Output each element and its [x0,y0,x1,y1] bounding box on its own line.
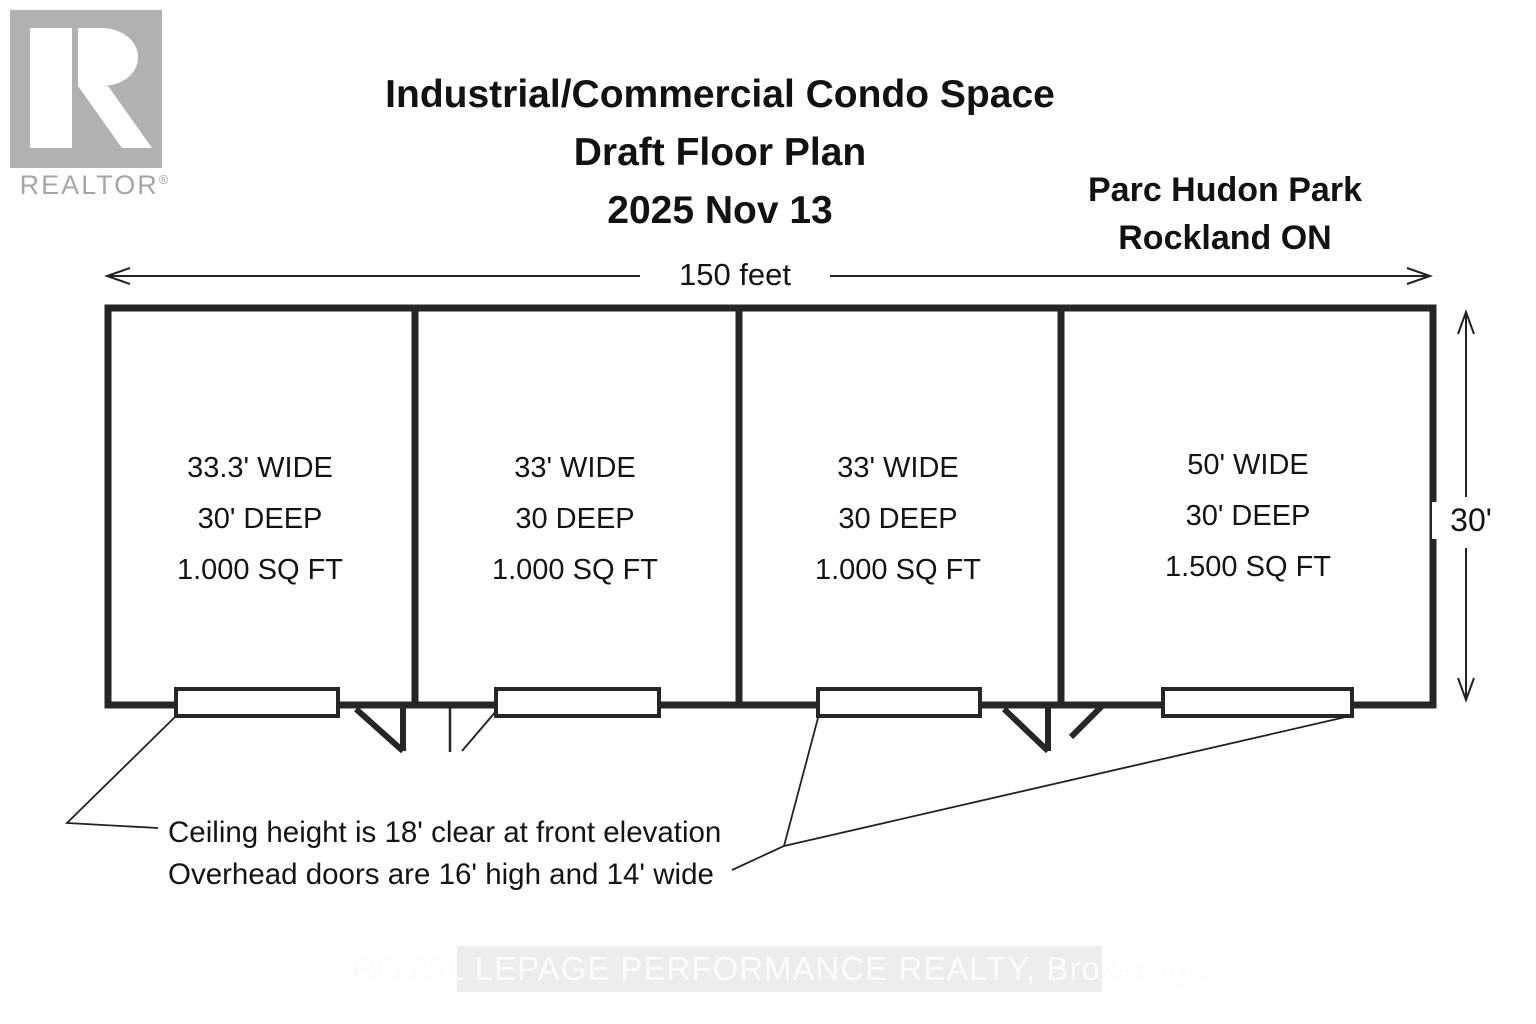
plan-title-block [320,66,1120,240]
location-name: Parc Hudon Park [1088,171,1362,209]
location-city: Rockland ON [1118,219,1332,257]
unit-1-area: 1.000 SQ FT [176,554,343,586]
door-swing-icon [1071,706,1102,737]
unit-2-width: 33' WIDE [514,452,636,484]
unit-2-depth: 30 DEEP [515,503,635,535]
unit-4-depth: 30' DEEP [1185,500,1311,532]
overhead-door-unit2 [496,689,659,716]
registered-trademark-symbol: ® [158,172,171,187]
total-width-label: 150 feet [640,257,830,293]
note-overhead-doors: Overhead doors are 16' high and 14' wide [168,858,714,891]
man-door-swings [356,706,1102,752]
notes-block [168,812,808,896]
leader-line-left [67,716,176,828]
note-ceiling-height: Ceiling height is 18' clear at front elevation [168,816,722,849]
unit-1-width: 33.3' WIDE [187,452,333,484]
unit-3-depth: 30 DEEP [838,503,958,535]
door-swing-icon [1004,709,1048,751]
realtor-logo-text: REALTOR [19,170,159,200]
unit-1-label [110,443,410,596]
leader-line-right [784,716,1350,846]
overhead-door-unit3 [818,689,980,716]
overhead-door-unit4 [1163,689,1352,716]
depth-label: 30' [1432,502,1510,539]
plan-title-line1: Industrial/Commercial Condo Space [385,73,1055,116]
realtor-logo-icon [10,10,162,168]
door-swing-icon [462,710,497,751]
unit-4-area: 1.500 SQ FT [1164,551,1331,583]
unit-1-depth: 30' DEEP [197,503,323,535]
realtor-logo-label [6,170,184,201]
unit-3-label [748,443,1048,596]
plan-date: 2025 Nov 13 [607,189,833,232]
unit-2-area: 1.000 SQ FT [491,554,658,586]
door-swing-icon [356,709,403,751]
unit-3-area: 1.000 SQ FT [814,554,981,586]
unit-4-width: 50' WIDE [1187,449,1309,481]
unit-4-label [1098,440,1398,593]
overhead-door-unit1 [176,689,338,716]
plan-title-line2: Draft Floor Plan [573,131,867,174]
location-block [1040,166,1410,262]
unit-3-width: 33' WIDE [837,452,959,484]
brokerage-watermark: ROYAL LEPAGE PERFORMANCE REALTY, Brokerage [457,946,1102,992]
unit-2-label [425,443,725,596]
